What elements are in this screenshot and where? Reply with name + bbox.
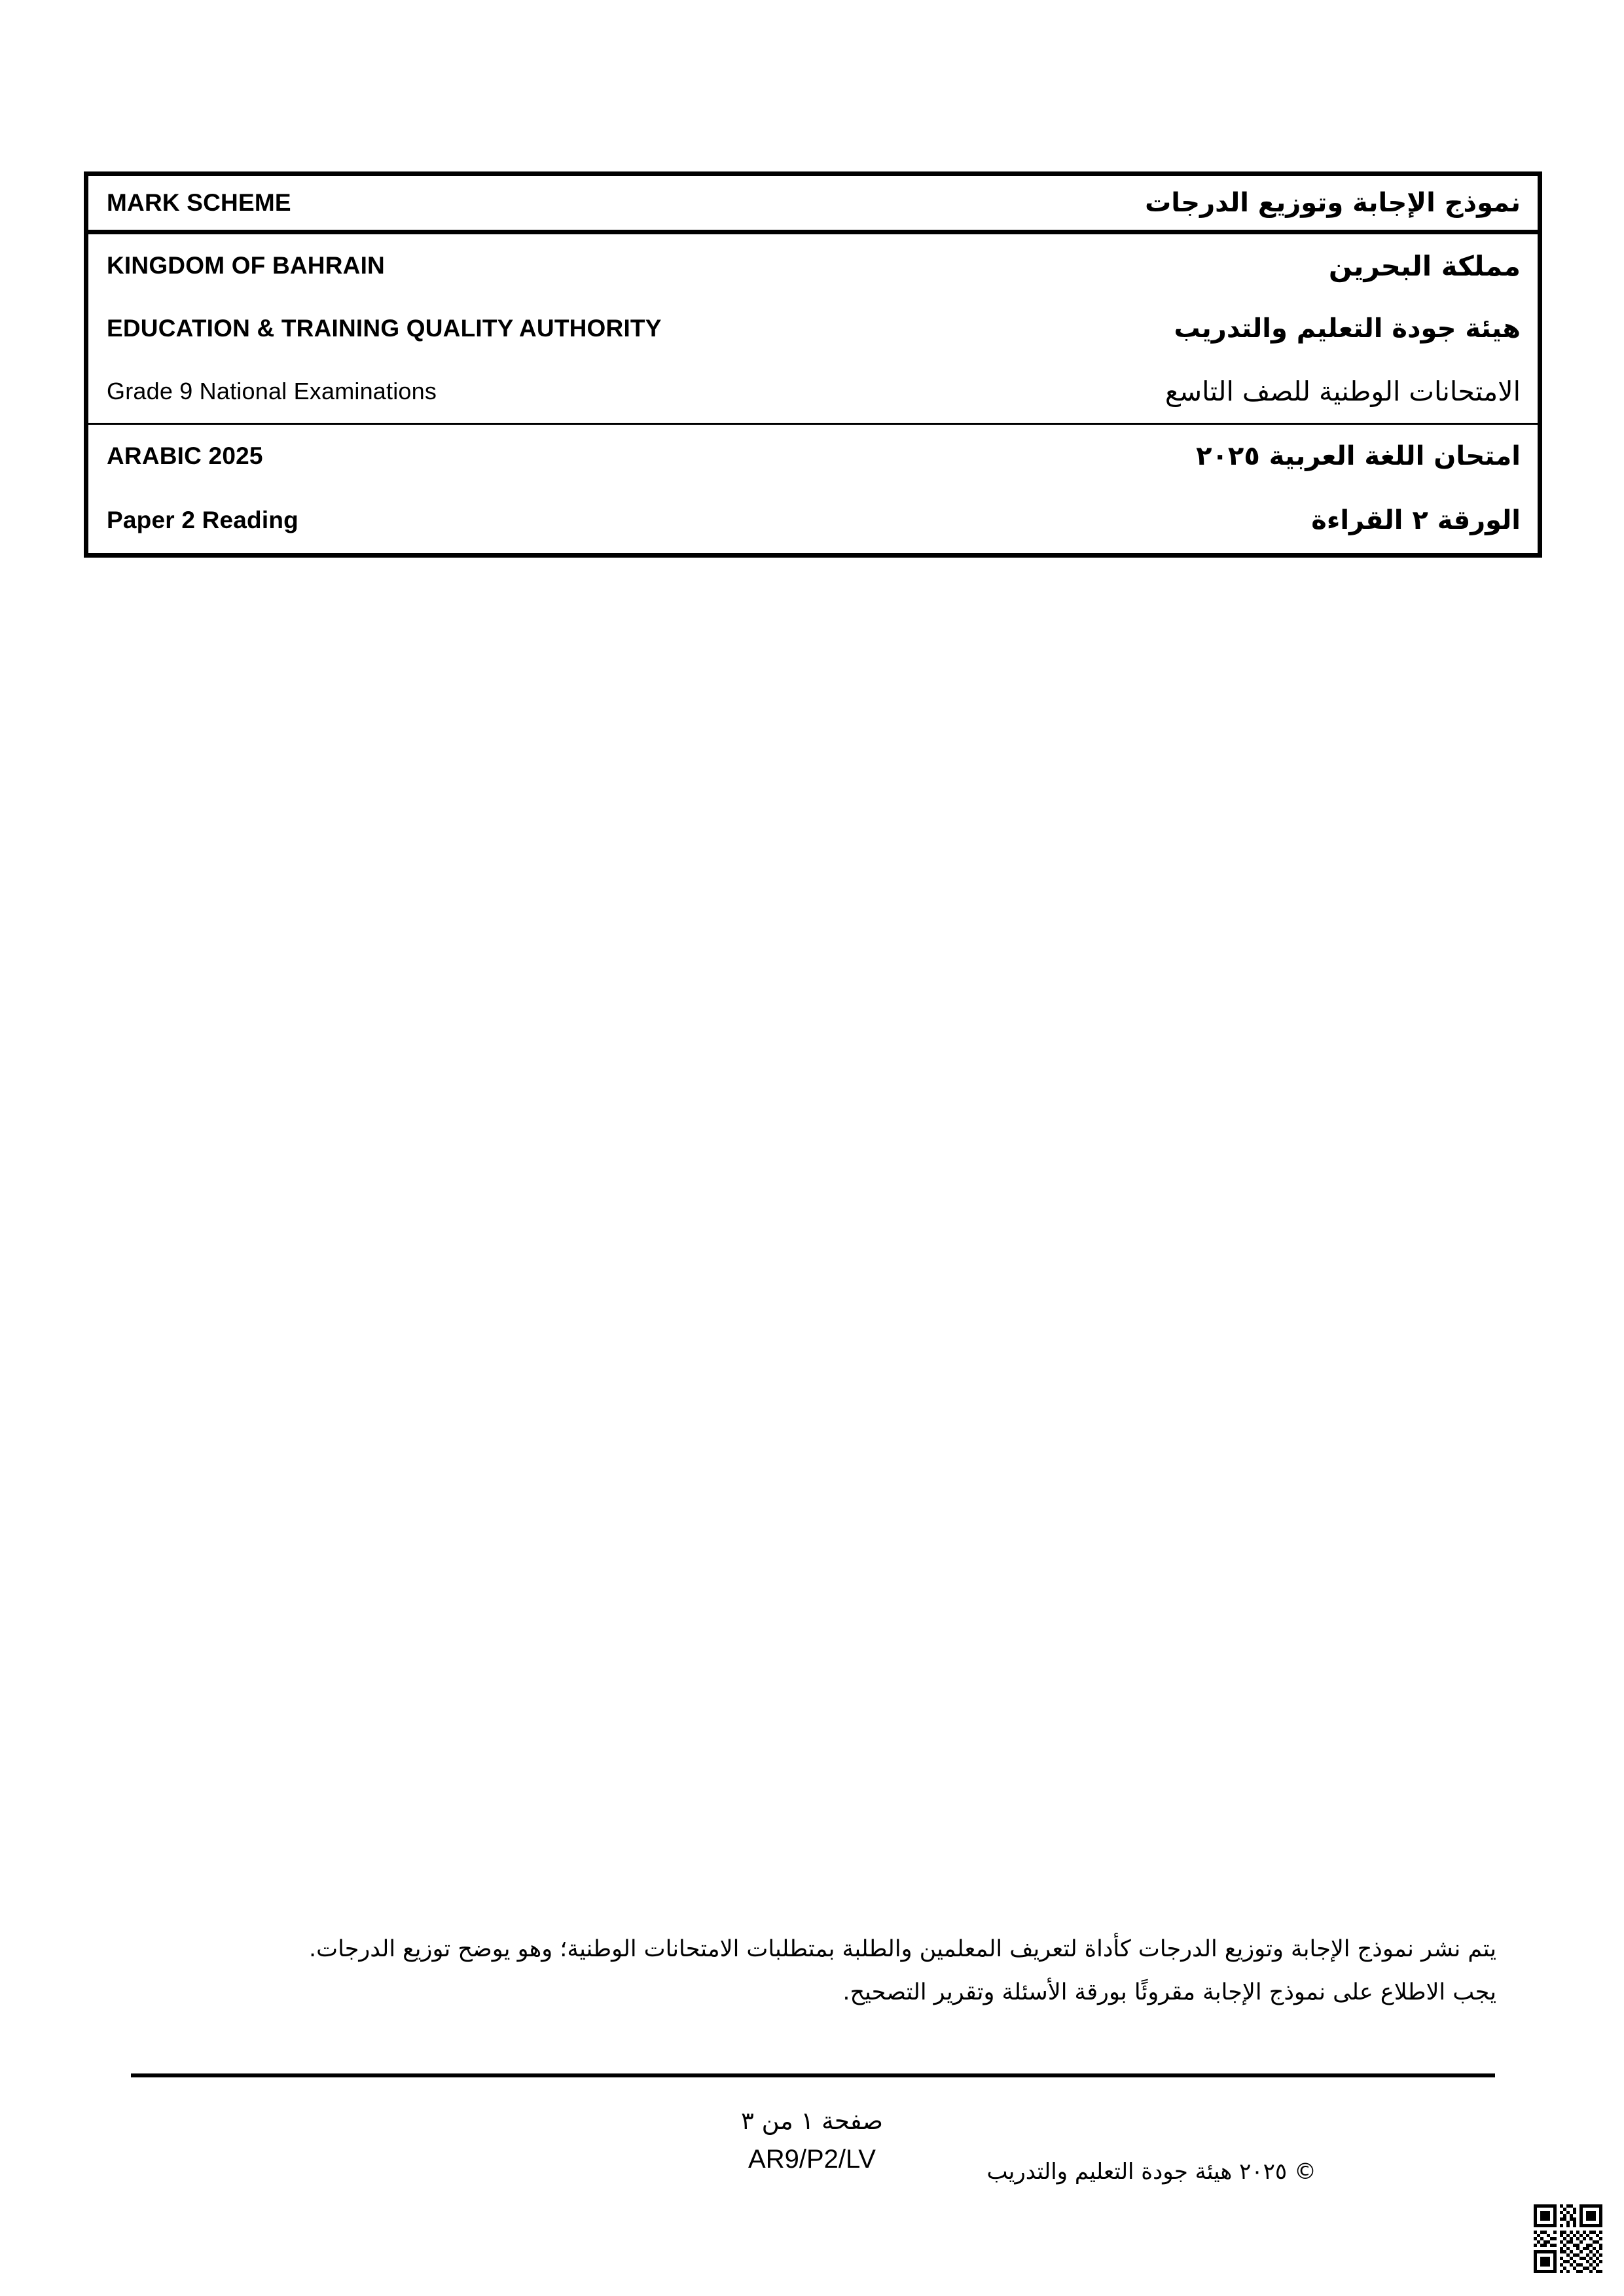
mark-scheme-label-ar: نموذج الإجابة وتوزيع الدرجات — [1145, 188, 1521, 218]
authority-label-en: EDUCATION & TRAINING QUALITY AUTHORITY — [107, 315, 662, 342]
note-line-usage: يجب الاطلاع على نموذج الإجابة مقروئًا بورقة الأسئلة وتقرير التصحيح. — [842, 1979, 1496, 2006]
qr-code-icon — [1534, 2204, 1602, 2273]
footer-center-block — [0, 2106, 1624, 2176]
grade-label-ar: الامتحانات الوطنية للصف التاسع — [1164, 376, 1521, 407]
mark-scheme-label-en: MARK SCHEME — [107, 189, 291, 216]
header-group-organisation — [84, 234, 1542, 425]
subject-label-ar: امتحان اللغة العربية ٢٠٢٥ — [1196, 441, 1521, 471]
page-indicator: صفحة ١ من ٣ — [741, 2107, 883, 2135]
exam-header-table — [84, 171, 1542, 558]
authority-label-ar: هيئة جودة التعليم والتدريب — [1174, 314, 1521, 344]
header-group-subject — [84, 425, 1542, 558]
kingdom-label-ar: مملكة البحرين — [1328, 249, 1521, 282]
header-row-kingdom — [88, 234, 1538, 297]
header-row-subject — [88, 425, 1538, 488]
footer-divider — [131, 2073, 1495, 2077]
header-row-grade — [88, 360, 1538, 423]
note-line-publication: يتم نشر نموذج الإجابة وتوزيع الدرجات كأداة لتعريف المعلمين والطلبة بمتطلبات الامتحانات الوطنية؛ وهو يوضح توزيع الدرجات. — [309, 1936, 1496, 1962]
kingdom-label-en: KINGDOM OF BAHRAIN — [107, 252, 385, 279]
header-row-mark-scheme — [84, 171, 1542, 234]
header-row-paper — [88, 488, 1538, 553]
subject-label-en: ARABIC 2025 — [107, 442, 263, 469]
paper-label-ar: الورقة ٢ القراءة — [1311, 505, 1521, 535]
mark-scheme-notes — [131, 1929, 1496, 2012]
header-row-authority — [88, 297, 1538, 360]
copyright-notice: © ٢٠٢٥ هيئة جودة التعليم والتدريب — [986, 2159, 1316, 2185]
grade-label-en: Grade 9 National Examinations — [107, 378, 437, 404]
paper-code: AR9/P2/LV — [748, 2145, 876, 2174]
paper-label-en: Paper 2 Reading — [107, 507, 298, 533]
